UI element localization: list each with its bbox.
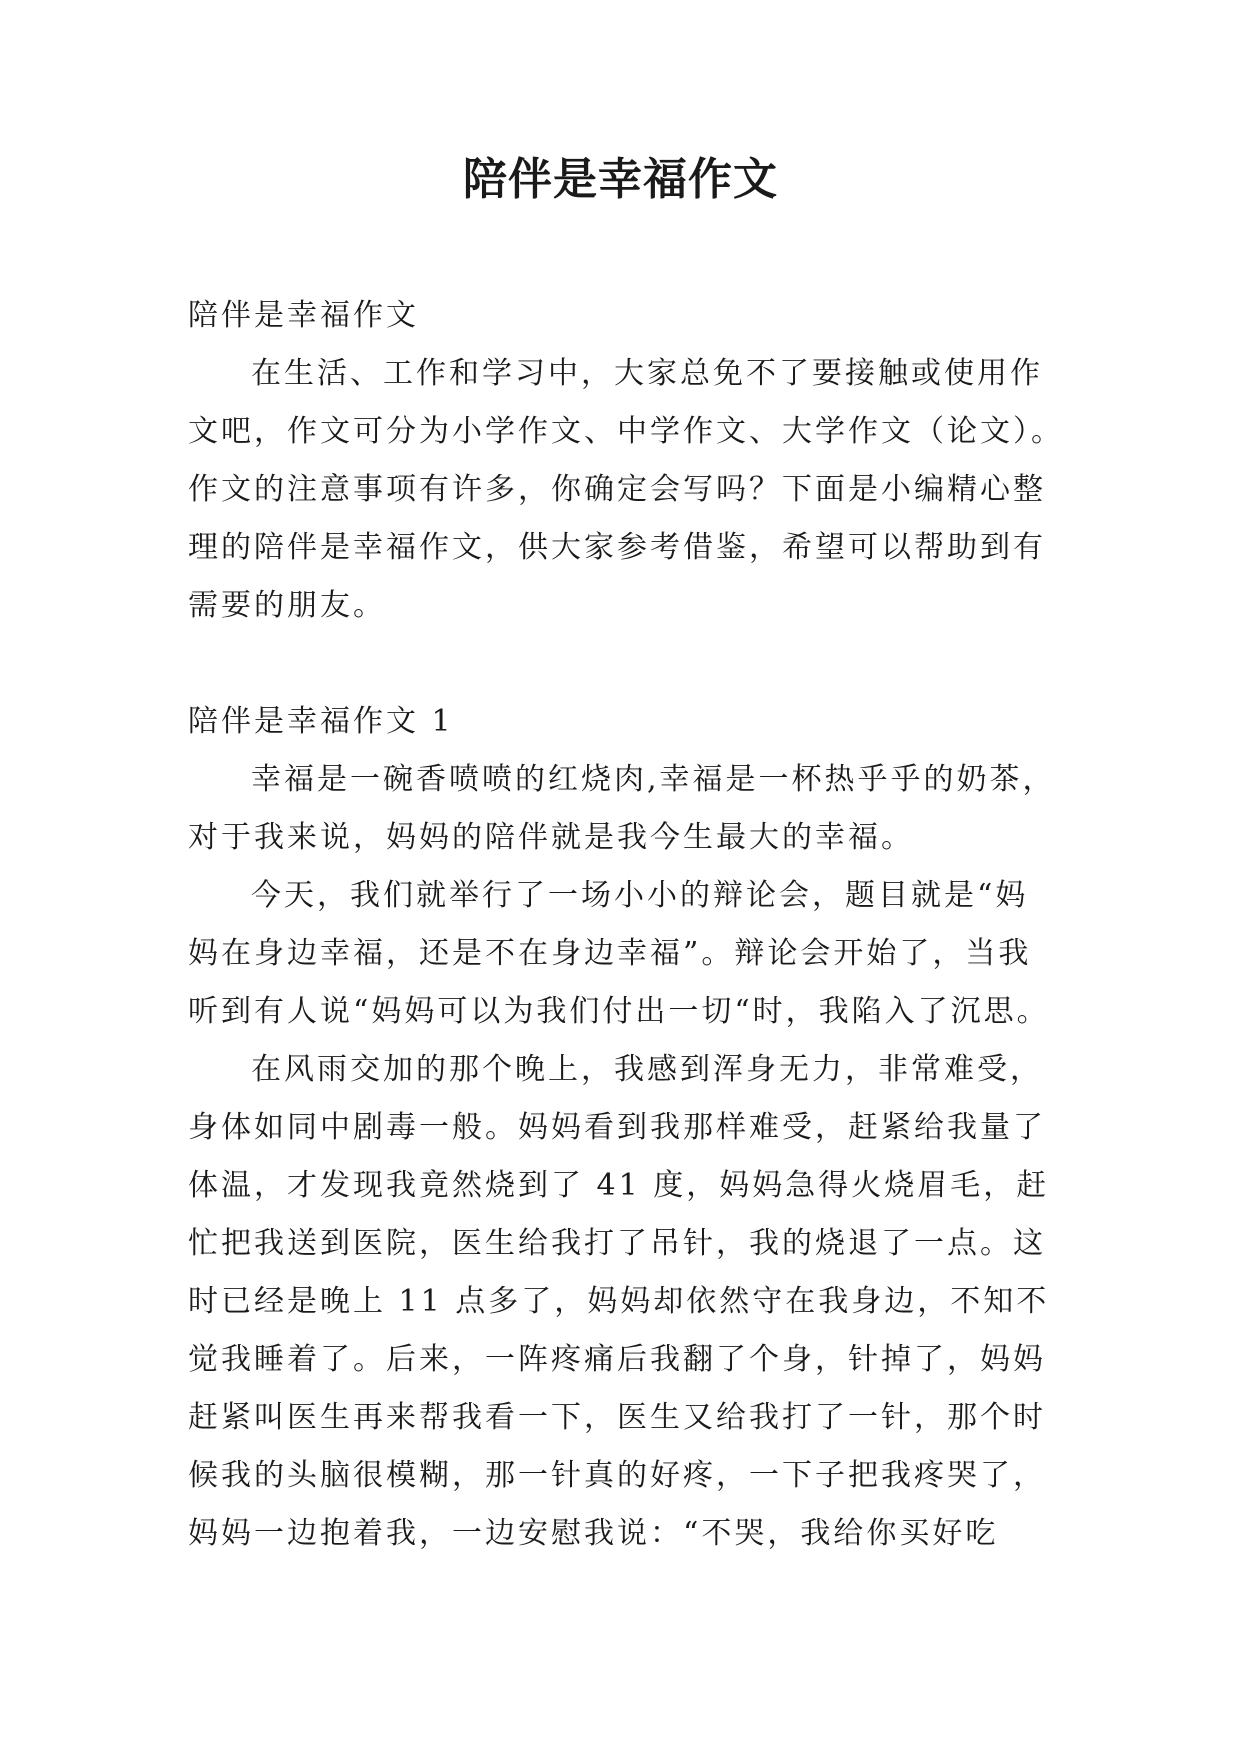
text-line: 候我的头脑很模糊，那一针真的好疼，一下子把我疼哭了，: [188, 1458, 1046, 1493]
document-body: [188, 287, 1064, 1563]
text-line: 妈在身边幸福，还是不在身边幸福”。辩论会开始了，当我: [188, 936, 1032, 971]
text-line: 今天，我们就举行了一场小小的辩论会，题目就是“妈: [251, 878, 1029, 913]
text-line: 时已经是晚上 11 点多了，妈妈却依然守在我身边，不知不: [188, 1284, 1050, 1319]
text-line: 忙把我送到医院，医生给我打了吊针，我的烧退了一点。这: [188, 1226, 1046, 1261]
text-line: 在生活、工作和学习中，大家总免不了要接触或使用作: [251, 356, 1043, 391]
text-line: 听到有人说“妈妈可以为我们付出一切“时，我陷入了沉思。: [188, 994, 1050, 1029]
text-line: 文吧，作文可分为小学作文、中学作文、大学作文（论文）。: [188, 414, 1064, 449]
text-line: 理的陪伴是幸福作文，供大家参考借鉴，希望可以帮助到有: [188, 530, 1046, 565]
text-line: 对于我来说，妈妈的陪伴就是我今生最大的幸福。: [188, 820, 914, 855]
text-line: 作文的注意事项有许多，你确定会写吗？下面是小编精心整: [188, 472, 1046, 507]
text-line: 陪伴是幸福作文: [188, 298, 419, 333]
text-line: 需要的朋友。: [188, 588, 386, 623]
text-line: 幸福是一碗香喷喷的红烧肉,幸福是一杯热乎乎的奶茶，: [251, 762, 1056, 797]
text-line: 身体如同中剧毒一般。妈妈看到我那样难受，赶紧给我量了: [188, 1110, 1046, 1145]
text-line: 体温，才发现我竟然烧到了 41 度，妈妈急得火烧眉毛，赶: [188, 1168, 1050, 1203]
paragraph-gap: [188, 635, 1058, 693]
text-line: 觉我睡着了。后来，一阵疼痛后我翻了个身，针掉了，妈妈: [188, 1342, 1046, 1377]
text-line: 在风雨交加的那个晚上，我感到浑身无力，非常难受，: [251, 1052, 1043, 1087]
text-line: 赶紧叫医生再来帮我看一下，医生又给我打了一针，那个时: [188, 1400, 1046, 1435]
text-line: 妈妈一边抱着我，一边安慰我说：“不哭，我给你买好吃: [188, 1516, 999, 1551]
text-line: 陪伴是幸福作文 1: [188, 704, 454, 739]
document-title: 陪伴是幸福作文: [463, 154, 778, 205]
